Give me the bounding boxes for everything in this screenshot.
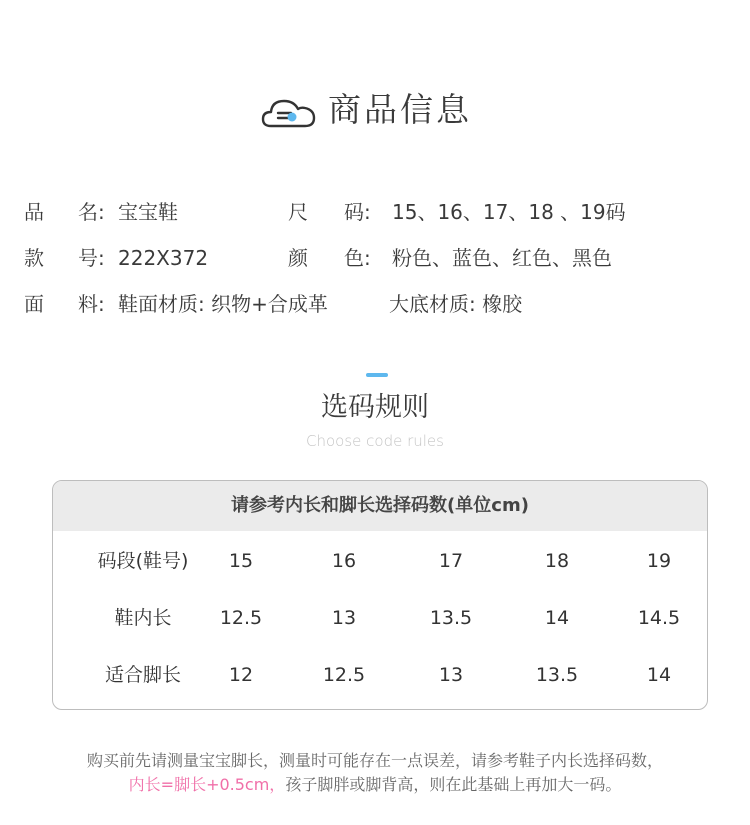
- color-value: 粉色、蓝色、红色、黑色: [392, 246, 612, 270]
- model-label-a: 款: [24, 246, 44, 270]
- table-cell: 13.5: [429, 607, 473, 629]
- table-cell: 14: [544, 607, 570, 629]
- size-table: [52, 480, 708, 710]
- row-label: 码段(鞋号): [97, 550, 189, 572]
- table-cell: 18: [544, 550, 570, 572]
- name-label-a: 品: [24, 200, 44, 224]
- color-label-b: 色:: [344, 246, 371, 270]
- page-title: 商品信息: [328, 90, 472, 129]
- row-label: 适合脚长: [104, 664, 181, 686]
- table-cell: 12.5: [219, 607, 263, 629]
- note-line-1: 购买前先请测量宝宝脚长，测量时可能存在一点误差，请参考鞋子内长选择码数，: [86, 751, 663, 770]
- model-value: 222X372: [118, 246, 209, 270]
- section-accent-bar: [366, 373, 388, 377]
- row-label: 鞋内长: [114, 607, 172, 629]
- color-label-a: 颜: [288, 246, 308, 270]
- table-cell: 12.5: [322, 664, 366, 686]
- material-label-b: 料:: [78, 292, 105, 316]
- material-label-a: 面: [24, 292, 44, 316]
- note-rest: 孩子脚胖或脚背高，则在此基础上再加大一码。: [285, 775, 622, 794]
- size-label-b: 码:: [344, 200, 371, 224]
- size-value: 15、16、17、18 、19码: [392, 200, 626, 224]
- table-cell: 12: [228, 664, 254, 686]
- table-cell: 19: [646, 550, 672, 572]
- table-cell: 13.5: [535, 664, 579, 686]
- table-cell: 17: [438, 550, 464, 572]
- table-cell: 16: [331, 550, 357, 572]
- model-label-b: 号:: [78, 246, 105, 270]
- table-cell: 14.5: [637, 607, 681, 629]
- table-cell: 13: [438, 664, 464, 686]
- table-row: [53, 655, 707, 695]
- note-highlight: 内长=脚长+0.5cm，: [128, 775, 286, 794]
- size-label-a: 尺: [288, 200, 308, 224]
- cloud-icon: [261, 96, 317, 130]
- table-row: [53, 598, 707, 638]
- section-subtitle: Choose code rules: [306, 432, 444, 450]
- material-value: 鞋面材质: 织物+合成革: [118, 292, 328, 316]
- info-row-name-size: [0, 197, 750, 227]
- table-cell: 13: [331, 607, 357, 629]
- info-row-model-color: [0, 243, 750, 273]
- note-line-2: [0, 773, 750, 797]
- table-cell: 14: [646, 664, 672, 686]
- name-label-b: 名:: [78, 200, 105, 224]
- table-row: [53, 541, 707, 581]
- table-header: 请参考内长和脚长选择码数(单位cm): [53, 481, 707, 531]
- section-title: 选码规则: [321, 392, 429, 423]
- sole-value: 大底材质: 橡胶: [389, 292, 523, 316]
- name-value: 宝宝鞋: [118, 200, 178, 224]
- info-row-material: [0, 289, 750, 319]
- table-cell: 15: [228, 550, 254, 572]
